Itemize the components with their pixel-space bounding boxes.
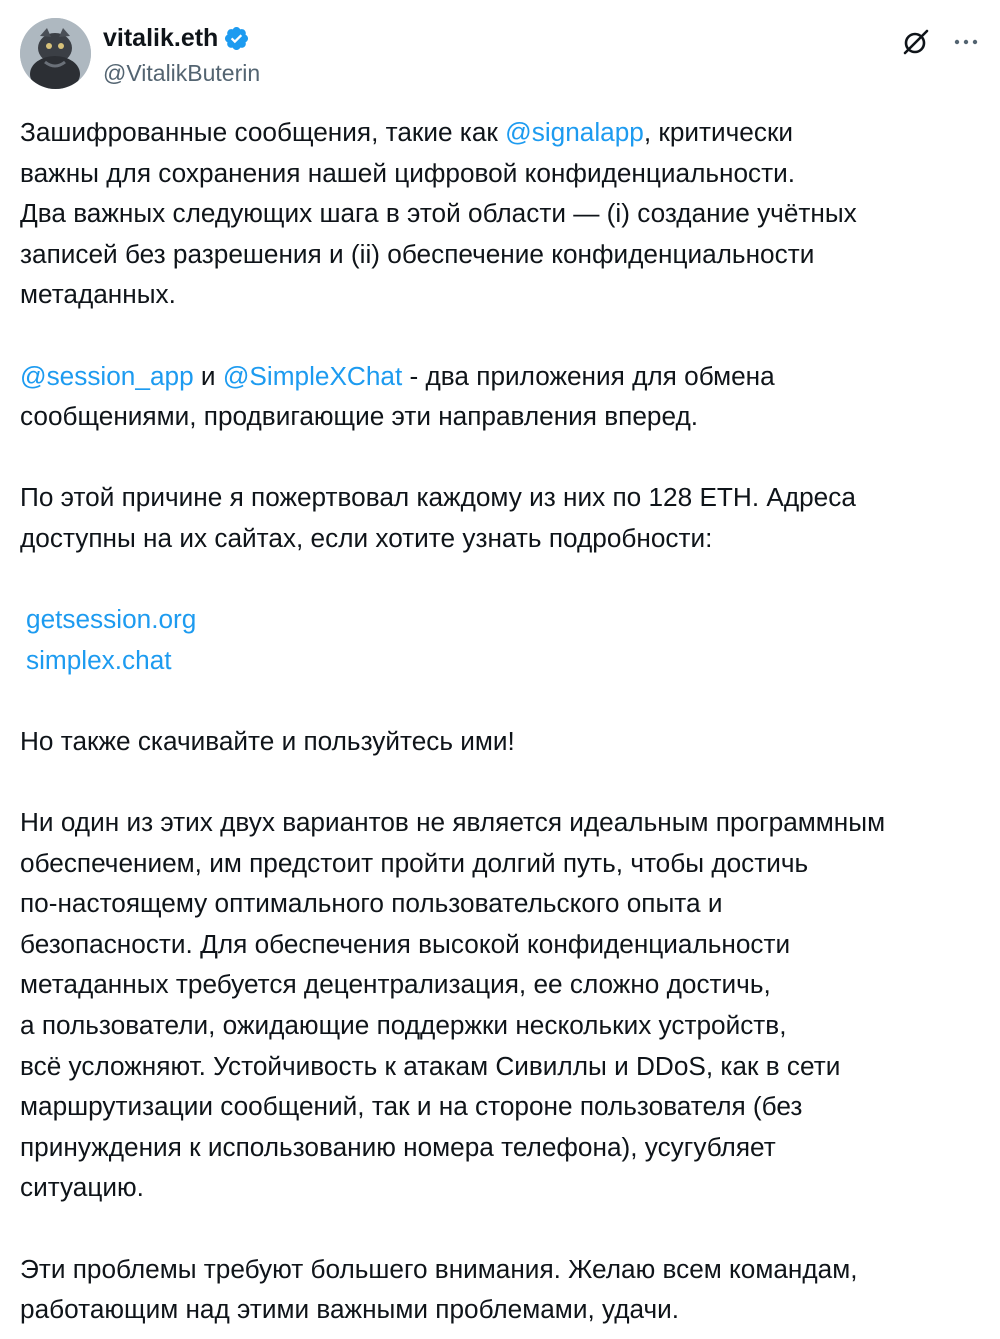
text: , критически важны для сохранения нашей цифровой конфиденциальности. Два важных следующих шага в этой области — (i) создание учётных записей без разрешения и (ii) обеспечение конфиденциальности метаданных. [20, 117, 857, 310]
grok-icon[interactable] [900, 26, 932, 58]
tweet-text [20, 112, 985, 1330]
link-simplex[interactable]: simplex.chat [26, 644, 172, 675]
text: и [193, 360, 223, 391]
display-name[interactable]: vitalik.eth [103, 23, 219, 52]
link-getsession[interactable]: getsession.org [26, 604, 197, 635]
mention-simplexchat[interactable]: @SimpleXChat [222, 360, 403, 391]
author-names [103, 24, 260, 87]
spacer [20, 762, 985, 803]
spacer [20, 559, 985, 600]
spacer [20, 315, 985, 356]
verified-badge-icon [223, 25, 250, 52]
tweet-actions [900, 26, 982, 58]
paragraph-5: Ни один из этих двух вариантов не является идеальным программным обеспечением, им предстоит пройти долгий путь, чтобы достичь по-настоящему оптимального пользовательского опыта и безопасности. Для обеспечения высокой конфиденциальности метаданных требуется децентрализация, ее сложно достичь, а пользователи, ожидающие поддержки нескольких устройств, всё усложняют. Устойчивость к атакам Сивиллы и DDoS, как в сети маршрутизации сообщений, так и на стороне пользователя (без принуждения к использованию номера телефона), усугубляет ситуацию. [20, 807, 886, 1203]
link-line [20, 640, 985, 681]
paragraph-3: По этой причине я пожертвовал каждому из них по 128 ETH. Адреса доступны на их сайтах, если хотите узнать подробности: [20, 482, 856, 553]
text: - два приложения для обмена сообщениями, продвигающие эти направления вперед. [20, 360, 775, 432]
author-handle[interactable]: @VitalikButerin [103, 60, 261, 86]
spacer [20, 437, 985, 478]
more-options-icon[interactable] [950, 26, 982, 58]
text: Зашифрованные сообщения, такие как [20, 117, 506, 147]
mention-signalapp[interactable]: @signalapp [505, 117, 644, 147]
paragraph-6: Эти проблемы требуют большего внимания. Желаю всем командам, работающим над этими важными проблемами, удачи. [20, 1253, 858, 1325]
spacer [20, 1208, 985, 1249]
paragraph-2 [20, 356, 985, 437]
avatar[interactable] [20, 18, 91, 89]
link-line [20, 599, 985, 640]
mention-session-app[interactable]: @session_app [20, 360, 194, 391]
paragraph-4: Но также скачивайте и пользуйтесь ими! [20, 725, 515, 756]
paragraph-1 [20, 112, 985, 315]
tweet-header [20, 18, 982, 90]
spacer [20, 680, 985, 721]
